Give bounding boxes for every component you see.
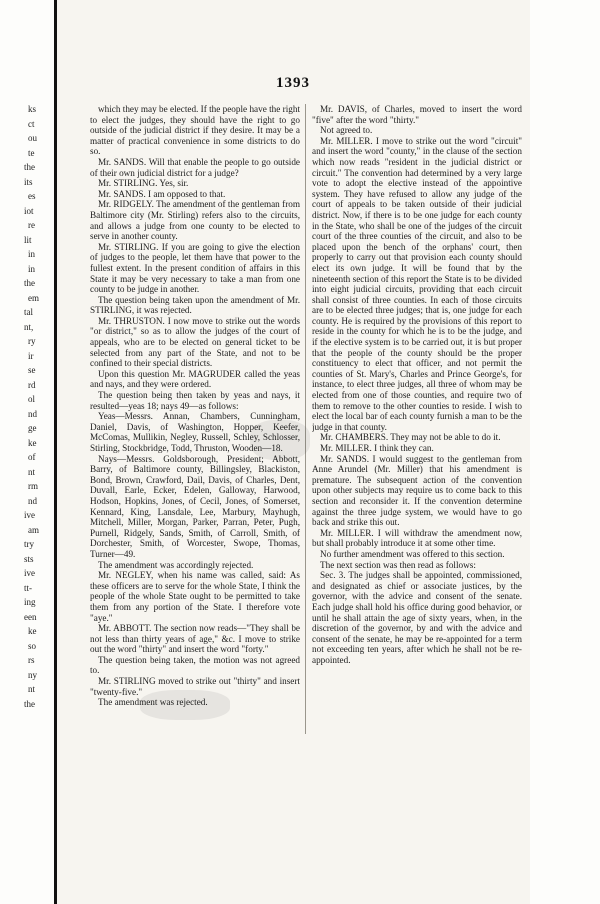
paragraph: No further amendment was offered to this section. [320,548,505,559]
margin-fragment: the [24,698,35,709]
margin-fragment: nt [28,466,36,477]
margin-fragment: ive [24,568,35,578]
paragraph: The next section was then read as follows: [320,559,476,570]
margin-fragment: sts [24,553,34,564]
paragraph: Yeas—Messrs. Annan, Chambers, Cunningham, Daniel, Davis, of Washington, Hopper, Keefer, McComas, Mullikin, Negley, Russell, Schley, Schlosser, Stirling, Stockbridge, Todd, Thruston, Wooden—18. [90,411,300,453]
margin-fragment: try [24,539,34,549]
scan-smudge [250,420,310,460]
paragraph: The amendment was accordingly rejected. [98,559,254,570]
paragraph: The question being then taken by yeas and nays, it resulted—yeas 18; nays 49—as follows: [90,390,300,411]
paragraph: Sec. 3. The judges shall be appointed, commissioned, and designated as chief or associate justices, by the governor, with the advice and consent of the senate. Each judge shall hold his office during good behavior, or until he shall attain the age of sixty years, when, in the discretion of the governor, by and with the advice and consent of the senate, he may be re-appointed for a term not exceeding ten years, after which he shall not be re-appointed. [312,570,522,665]
margin-fragment: rm [28,481,38,491]
margin-fragment: re [28,220,35,230]
paragraph: which they may be elected. If the people have the right to elect the judges, they should have the right to go outside of the judicial district if they desire. It may be a matter of practical convenience in some districts to do so. [90,104,300,157]
paragraph: Mr. STIRLING moved to strike out "thirty" and insert "twenty-five." [90,676,300,697]
paragraph: Mr. MILLER. I will withdraw the amendment now, but shall probably introduce it at some other time. [312,527,522,549]
margin-fragment: ct [28,118,35,129]
left-column [90,104,300,734]
paragraph: The amendment was rejected. [98,697,208,708]
margin-fragment: ing [24,597,36,607]
adjacent-page-fragment [0,0,56,904]
margin-fragment: its [24,176,33,187]
margin-fragment: of [28,452,36,462]
margin-fragment: iot [24,205,34,216]
margin-fragment: ir [28,350,34,361]
margin-fragment: ke [28,626,37,636]
margin-fragment: em [28,292,39,303]
scan-smudge [140,690,230,720]
page-number: 1393 [276,75,310,91]
margin-fragment: se [28,365,36,375]
paragraph: The question being taken, the motion was not agreed to. [90,654,300,676]
margin-fragment: the [24,162,35,172]
paragraph: Mr. MILLER. I think they can. [320,443,434,453]
margin-fragment: nd [28,408,37,419]
paragraph: Mr. NEGLEY, when his name was called, said: As these officers are to serve for the whole State, I think the people of the whole State ought to be permitted to take them from any portion of the State. I therefore vote "aye." [90,570,300,623]
margin-fragment: ks [28,104,37,114]
margin-fragment: ive [24,510,35,520]
page-margin-right [530,0,600,904]
margin-fragment: ny [28,669,37,680]
paragraph: Mr. SANDS. Will that enable the people to go outside of their own judicial district for a judge? [90,156,300,178]
paragraph: Mr. DAVIS, of Charles, moved to insert the word "five" after the word "thirty." [312,104,522,125]
margin-fragment: ke [28,437,37,448]
margin-fragment: te [28,147,35,158]
text-columns [90,104,530,734]
margin-fragment: nd [28,495,37,506]
paragraph: Mr. SANDS. I am opposed to that. [98,188,226,199]
paragraph: Mr. MILLER. I move to strike out the word "circuit" and insert the word "county," in the clause of the section which now reads "resident in the judicial district or circuit." The convention had determined by a very large vote to adopt the elective instead of the appointive system. They have refused to allow any judge of the court of appeals to be taken outside of their judicial district. Now, if there is to be one judge for each county in the State, who shall be one of the judges of the circuit court of the three counties of the circuit, and also to be placed upon the bench of the orphans' court, then properly to carry out that provision each county should elect its own judge. It will be found that by the nineteenth section of this report the State is to be divided into eight judicial circuits, providing that each circuit shall consist of three counties. In each of those circuits are to be elected three judges; that is, one judge for each county. He is required by the provisions of this report to reside in the county for which he is to be the judge, and if the elective system is to be carried out, it is but proper that the people of the county should be the proper constituency to elect that officer, and not permit the counties of St. Mary's, Charles and Prince George's, for instance, to elect three judges, all three of whom may be elected from one of those counties, and require two of them to remove to the other counties to reside. I wish to elect the local bar of each county furnish a man to be the judge in that county. [312,135,522,432]
margin-fragment: the [24,278,35,288]
paragraph: Mr. THRUSTON. I now move to strike out the words "or district," so as to allow the judges of the court of appeals, who are to be elected on general ticket to be selected from any part of the State, and not to be confined to their special districts. [90,315,300,369]
margin-fragment: ry [28,336,36,346]
paragraph: Mr. ABBOTT. The section now reads—"They shall be not less than thirty years of age," &c. I move to strike out the word "thirty" and insert the word "forty." [90,623,300,655]
margin-fragment: in [28,249,36,259]
paragraph: Mr. CHAMBERS. They may not be able to do it. [320,432,501,443]
right-column [312,104,522,734]
margin-fragment: es [28,191,36,201]
margin-fragment: rs [28,655,35,665]
margin-fragment: in [28,263,36,274]
margin-fragment: tt- [24,582,32,593]
paragraph: Mr. SANDS. I would suggest to the gentleman from Anne Arundel (Mr. Miller) that his amendment is premature. The subsequent action of the convention upon other subjects may require us to come back to this section and reconsider it. If the convention determine against the three judge system, we would have to go back and strike this out. [312,453,522,528]
margin-fragment: nt [28,684,36,694]
paragraph: Nays—Messrs. Goldsborough, President; Abbott, Barry, of Baltimore county, Billingsley, Blackiston, Bond, Brown, Crawford, Dail, Davis, of Charles, Dent, Duvall, Earle, Ecker, Edelen, Galloway, Harwood, Hodson, Hopkins, Jones, of Cecil, Jones, of Somerset, Kennard, King, Lansdale, Lee, Marbury, Mayhugh, Mitchell, Miller, Morgan, Parker, Parran, Peter, Pugh, Purnell, Ridgely, Sands, Smith, of Carroll, Smith, of Dorchester, Smith, of Worcester, Swope, Thomas, Turner—49. [90,453,300,559]
margin-fragment: ge [28,423,37,433]
margin-fragment: ou [28,133,37,143]
binding-gutter [54,0,57,904]
paragraph: Not agreed to. [320,125,373,136]
margin-fragment: een [24,611,37,622]
margin-fragment: so [28,640,37,651]
paragraph: Mr. STIRLING. Yes, sir. [98,178,189,189]
paragraph: Mr. RIDGELY. The amendment of the gentleman from Baltimore city (Mr. Stirling) refers also to the circuits, and allows a judge from one county to be elected to serve in another county. [90,199,300,242]
margin-fragment: ol [28,394,36,404]
margin-fragment: nt, [24,321,34,332]
margin-fragment: am [28,524,39,535]
paragraph: The question being taken upon the amendment of Mr. STIRLING, it was rejected. [90,294,300,316]
margin-fragment: lit [24,234,32,245]
paragraph: Mr. STIRLING. If you are going to give the election of judges to the people, let them have that power to the fullest extent. In the present condition of affairs in this State it may be very necessary to take a man from one county to be judge in another. [90,241,300,295]
paragraph: Upon this question Mr. MAGRUDER called the yeas and nays, and they were ordered. [90,368,300,390]
margin-fragment: rd [28,379,36,390]
margin-fragment: tal [24,307,33,317]
